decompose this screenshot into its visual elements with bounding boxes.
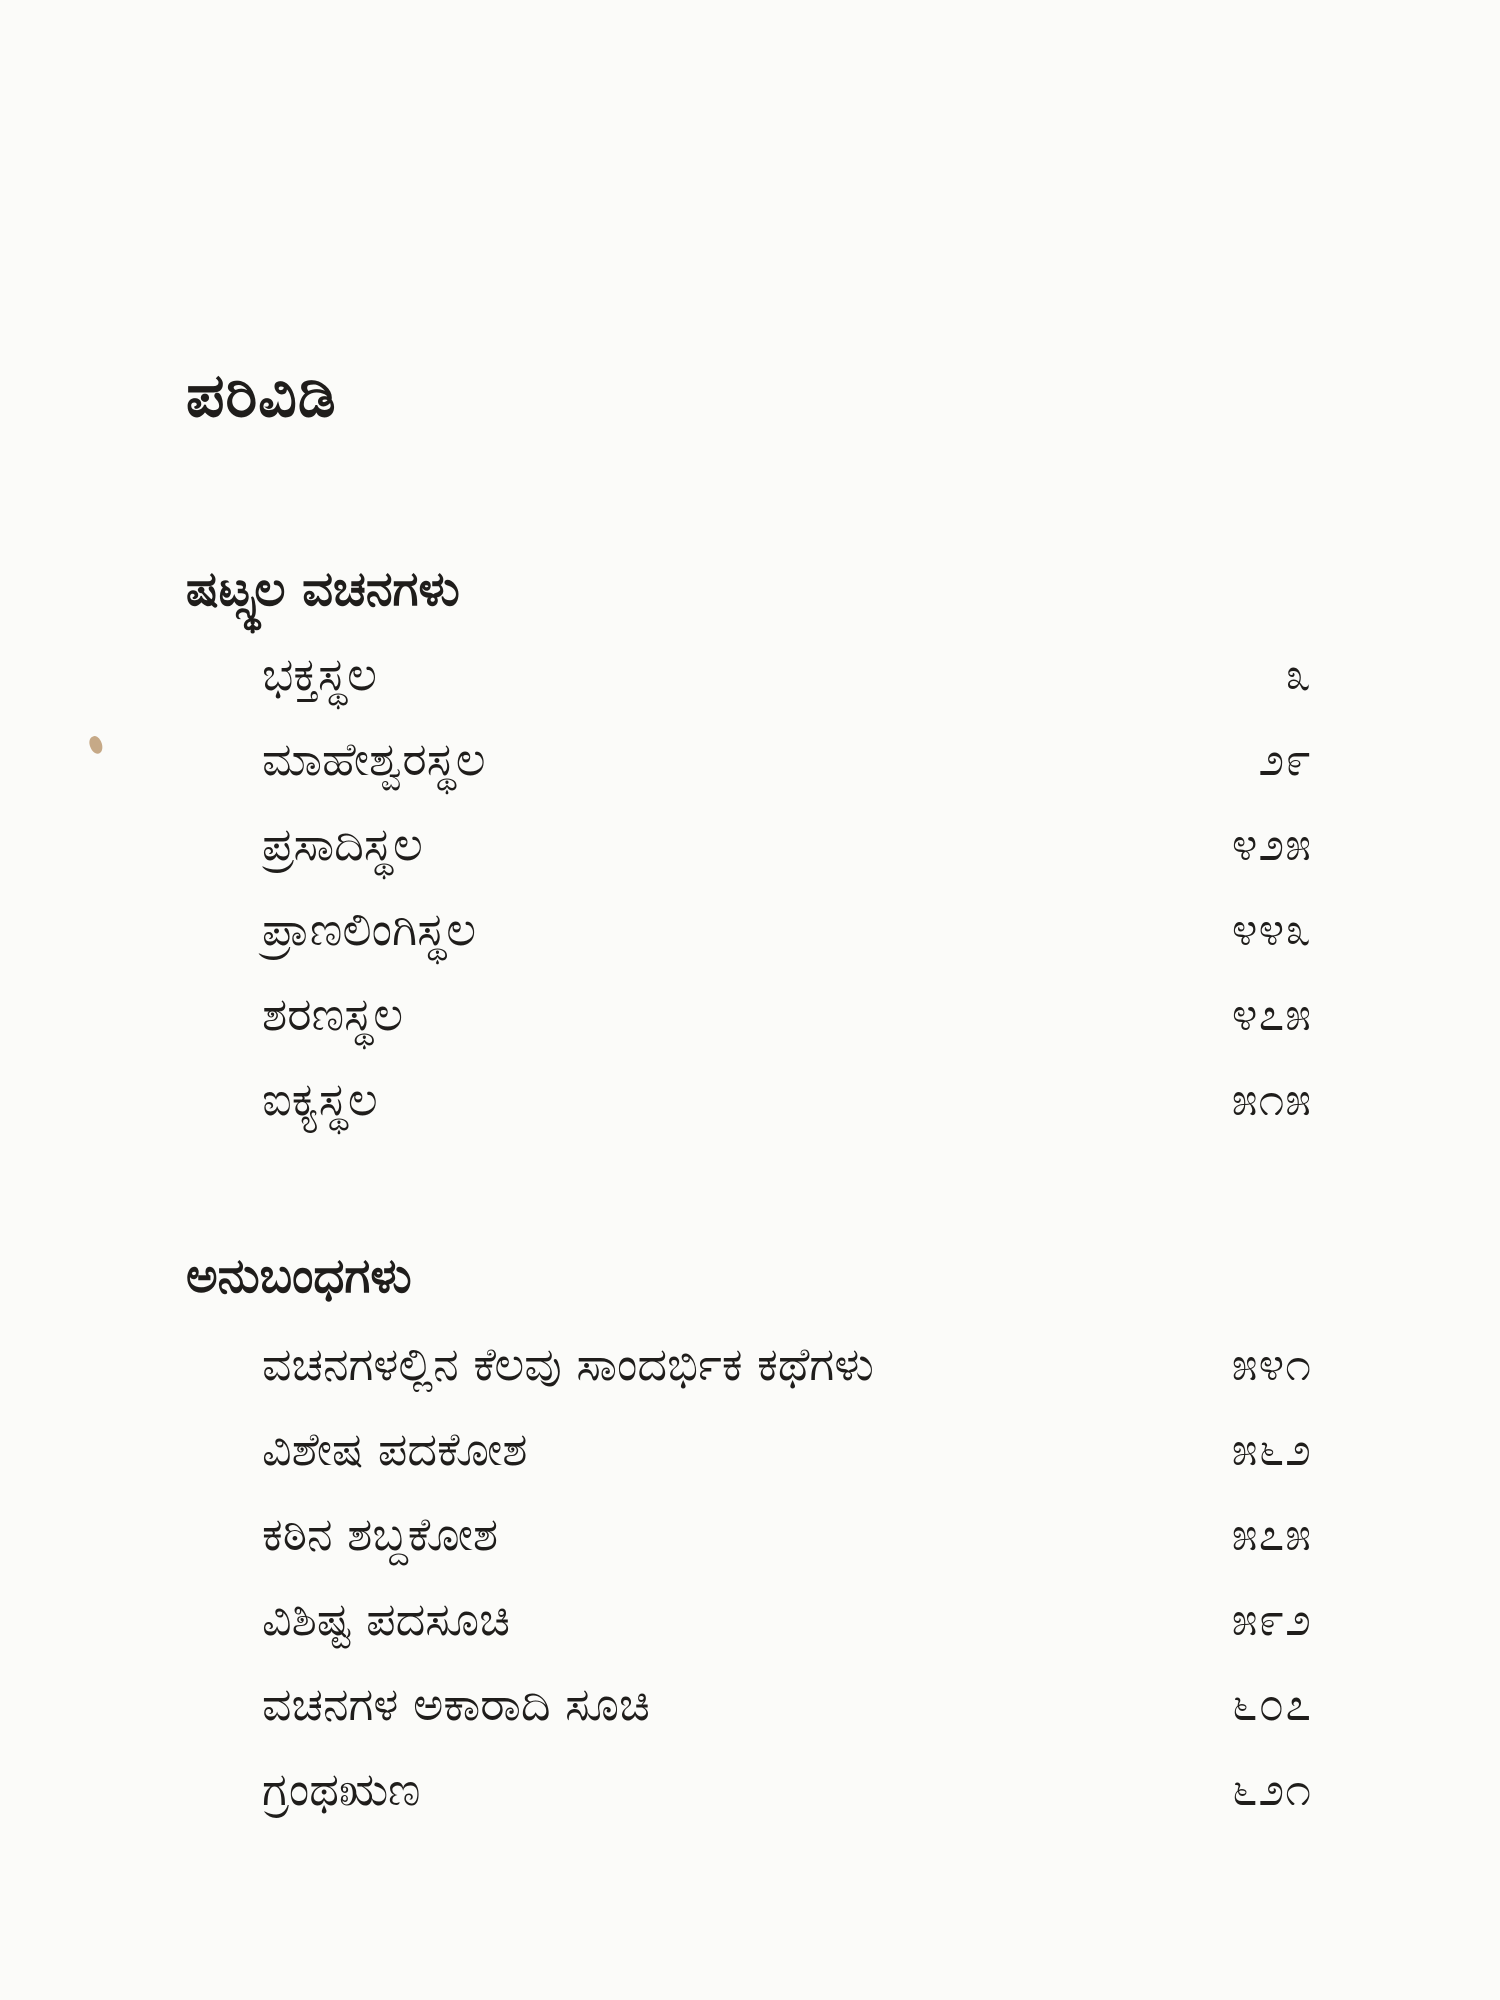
toc-entry[interactable] (262, 1057, 1312, 1142)
entry-page-number: ೪೨೫ (1231, 817, 1312, 871)
entry-label: ವಚನಗಳಲ್ಲಿನ ಕೆಲವು ಸಾಂದರ್ಭಿಕ ಕಥೆಗಳು (262, 1337, 874, 1391)
page-title: ಪರಿವಿಡಿ (186, 361, 337, 431)
entry-page-number: ೫೭೫ (1231, 1507, 1312, 1561)
entry-page-number: ೨೯ (1258, 732, 1312, 786)
toc-entry[interactable] (262, 1662, 1312, 1747)
toc-entry[interactable] (262, 802, 1312, 887)
section-heading-appendices: ಅನುಬಂಧಗಳು (186, 1248, 412, 1304)
toc-list-shatsthala (262, 632, 1312, 1142)
paper-stain (87, 734, 105, 755)
entry-label: ಪ್ರಸಾದಿಸ್ಥಲ (262, 817, 423, 871)
entry-page-number: ೬೨೧ (1231, 1762, 1312, 1816)
entry-label: ಭಕ್ತಸ್ಥಲ (262, 647, 377, 701)
entry-label: ಮಾಹೇಶ್ವರಸ್ಥಲ (262, 732, 486, 786)
entry-page-number: ೪೪೩ (1231, 902, 1312, 956)
toc-entry[interactable] (262, 1492, 1312, 1577)
entry-label: ವಿಶೇಷ ಪದಕೋಶ (262, 1422, 528, 1476)
entry-label: ವಿಶಿಷ್ಟ ಪದಸೂಚಿ (262, 1592, 510, 1646)
entry-page-number: ೬೦೭ (1231, 1677, 1312, 1731)
toc-entry[interactable] (262, 717, 1312, 802)
entry-page-number: ೪೭೫ (1231, 987, 1312, 1041)
entry-page-number: ೫೯೨ (1231, 1592, 1312, 1646)
entry-page-number: ೩ (1285, 647, 1312, 701)
entry-page-number: ೫೬೨ (1231, 1422, 1312, 1476)
entry-label: ವಚನಗಳ ಅಕಾರಾದಿ ಸೂಚಿ (262, 1677, 650, 1731)
toc-entry[interactable] (262, 1322, 1312, 1407)
toc-entry[interactable] (262, 887, 1312, 972)
section-heading-shatsthala: ಷಟ್ಸ್ಥಲ ವಚನಗಳು (186, 561, 460, 617)
entry-label: ಗ್ರಂಥಋಣ (262, 1762, 421, 1816)
toc-entry[interactable] (262, 1577, 1312, 1662)
toc-entry[interactable] (262, 1747, 1312, 1832)
toc-list-appendices (262, 1322, 1312, 1832)
entry-label: ಐಕ್ಯಸ್ಥಲ (262, 1072, 378, 1126)
entry-label: ಕಠಿನ ಶಬ್ದಕೋಶ (262, 1507, 499, 1561)
toc-entry[interactable] (262, 1407, 1312, 1492)
entry-label: ಪ್ರಾಣಲಿಂಗಿಸ್ಥಲ (262, 902, 477, 956)
entry-page-number: ೫೪೧ (1231, 1337, 1312, 1391)
entry-page-number: ೫೧೫ (1231, 1072, 1312, 1126)
toc-entry[interactable] (262, 632, 1312, 717)
entry-label: ಶರಣಸ್ಥಲ (262, 987, 404, 1041)
toc-entry[interactable] (262, 972, 1312, 1057)
